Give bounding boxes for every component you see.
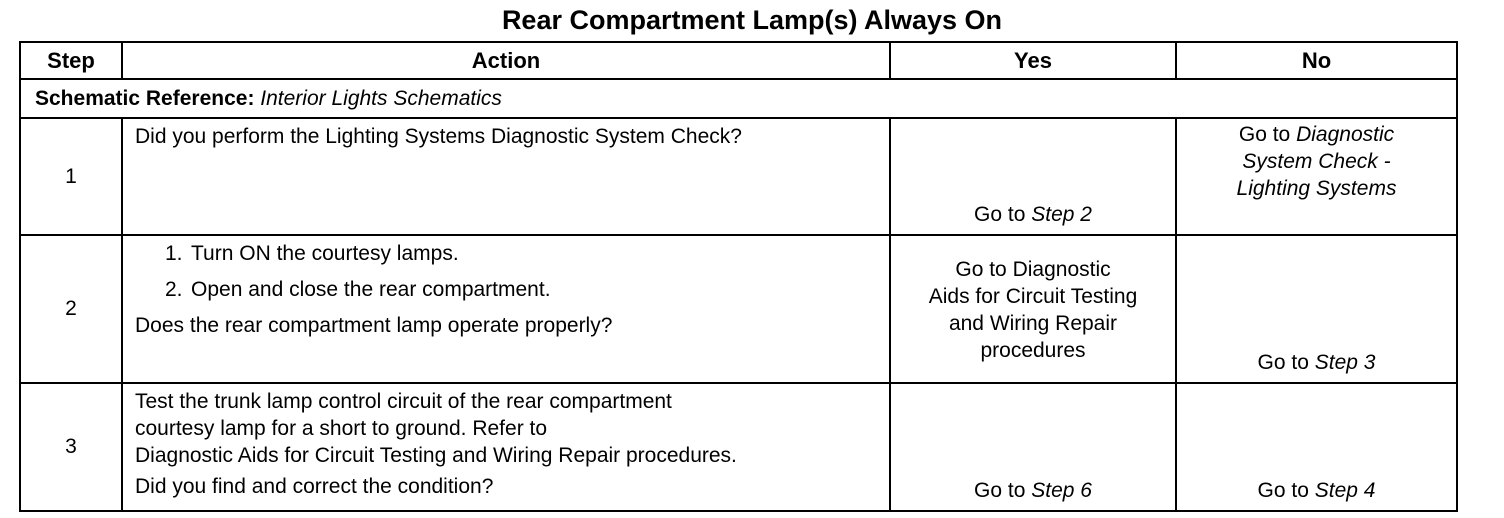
goto-prefix: Go to <box>974 203 1026 226</box>
list-number: 1. <box>165 242 183 265</box>
action-cell <box>122 383 890 511</box>
schematic-row <box>20 79 1457 118</box>
action-text <box>123 236 889 339</box>
table-row <box>20 118 1457 235</box>
yes-goto[interactable] <box>891 201 1175 228</box>
goto-link[interactable]: Step 6 <box>1031 479 1092 502</box>
diagnostic-table <box>19 41 1458 512</box>
action-question: Did you find and correct the condition? <box>135 475 494 498</box>
yes-cell <box>890 118 1176 235</box>
schematic-label: Schematic Reference: <box>35 86 255 110</box>
header-action: Action <box>122 42 890 79</box>
goto-line: Go to Diagnostic <box>955 258 1111 281</box>
no-goto[interactable] <box>1177 477 1456 504</box>
header-row <box>20 42 1457 79</box>
goto-prefix: Go to <box>1238 123 1291 146</box>
goto-link[interactable]: Step 2 <box>1031 203 1092 226</box>
schematic-reference <box>20 79 1457 118</box>
header-yes: Yes <box>890 42 1176 79</box>
action-text <box>123 384 889 500</box>
action-steps <box>135 240 879 303</box>
action-text: Did you perform the Lighting Systems Diagnostic System Check? <box>135 125 742 148</box>
goto-line: and Wiring Repair <box>948 312 1118 335</box>
goto-link[interactable]: Step 3 <box>1314 351 1376 374</box>
yes-cell <box>890 383 1176 511</box>
no-goto[interactable] <box>1177 349 1456 376</box>
page-title: Rear Compartment Lamp(s) Always On <box>501 5 1003 35</box>
list-text: Turn ON the courtesy lamps. <box>191 242 459 265</box>
goto-link[interactable]: System Check - <box>1242 150 1391 173</box>
no-cell <box>1176 235 1457 383</box>
action-question: Does the rear compartment lamp operate properly? <box>135 314 613 337</box>
table-row <box>20 383 1457 511</box>
yes-cell <box>890 235 1176 383</box>
no-goto[interactable] <box>1177 119 1456 202</box>
list-item <box>165 276 879 303</box>
schematic-link[interactable]: Interior Lights Schematics <box>260 86 502 110</box>
no-cell <box>1176 118 1457 235</box>
step-number: 3 <box>20 383 122 511</box>
goto-prefix: Go to <box>974 479 1026 502</box>
action-cell <box>122 235 890 383</box>
action-line: Diagnostic Aids for Circuit Testing and Wiring Repair procedures. <box>135 444 737 467</box>
header-no: No <box>1176 42 1457 79</box>
list-text: Open and close the rear compartment. <box>191 278 551 301</box>
yes-goto[interactable] <box>891 477 1175 504</box>
list-item <box>165 240 879 267</box>
list-number: 2. <box>165 278 183 301</box>
header-step: Step <box>20 42 122 79</box>
action-line: Test the trunk lamp control circuit of the rear compartment <box>135 390 672 413</box>
goto-link[interactable]: Step 4 <box>1314 479 1376 502</box>
action-cell <box>122 118 890 235</box>
goto-prefix: Go to <box>1257 479 1309 502</box>
goto-line: Aids for Circuit Testing <box>928 285 1138 308</box>
action-line: courtesy lamp for a short to ground. Refer to <box>135 417 548 440</box>
yes-goto[interactable] <box>891 236 1175 364</box>
no-cell <box>1176 383 1457 511</box>
goto-prefix: Go to <box>1257 351 1309 374</box>
step-number: 2 <box>20 235 122 383</box>
step-number: 1 <box>20 118 122 235</box>
goto-line: procedures <box>980 339 1086 362</box>
goto-link[interactable]: Lighting Systems <box>1236 177 1397 200</box>
goto-link[interactable]: Diagnostic <box>1296 123 1395 146</box>
table-row <box>20 235 1457 383</box>
